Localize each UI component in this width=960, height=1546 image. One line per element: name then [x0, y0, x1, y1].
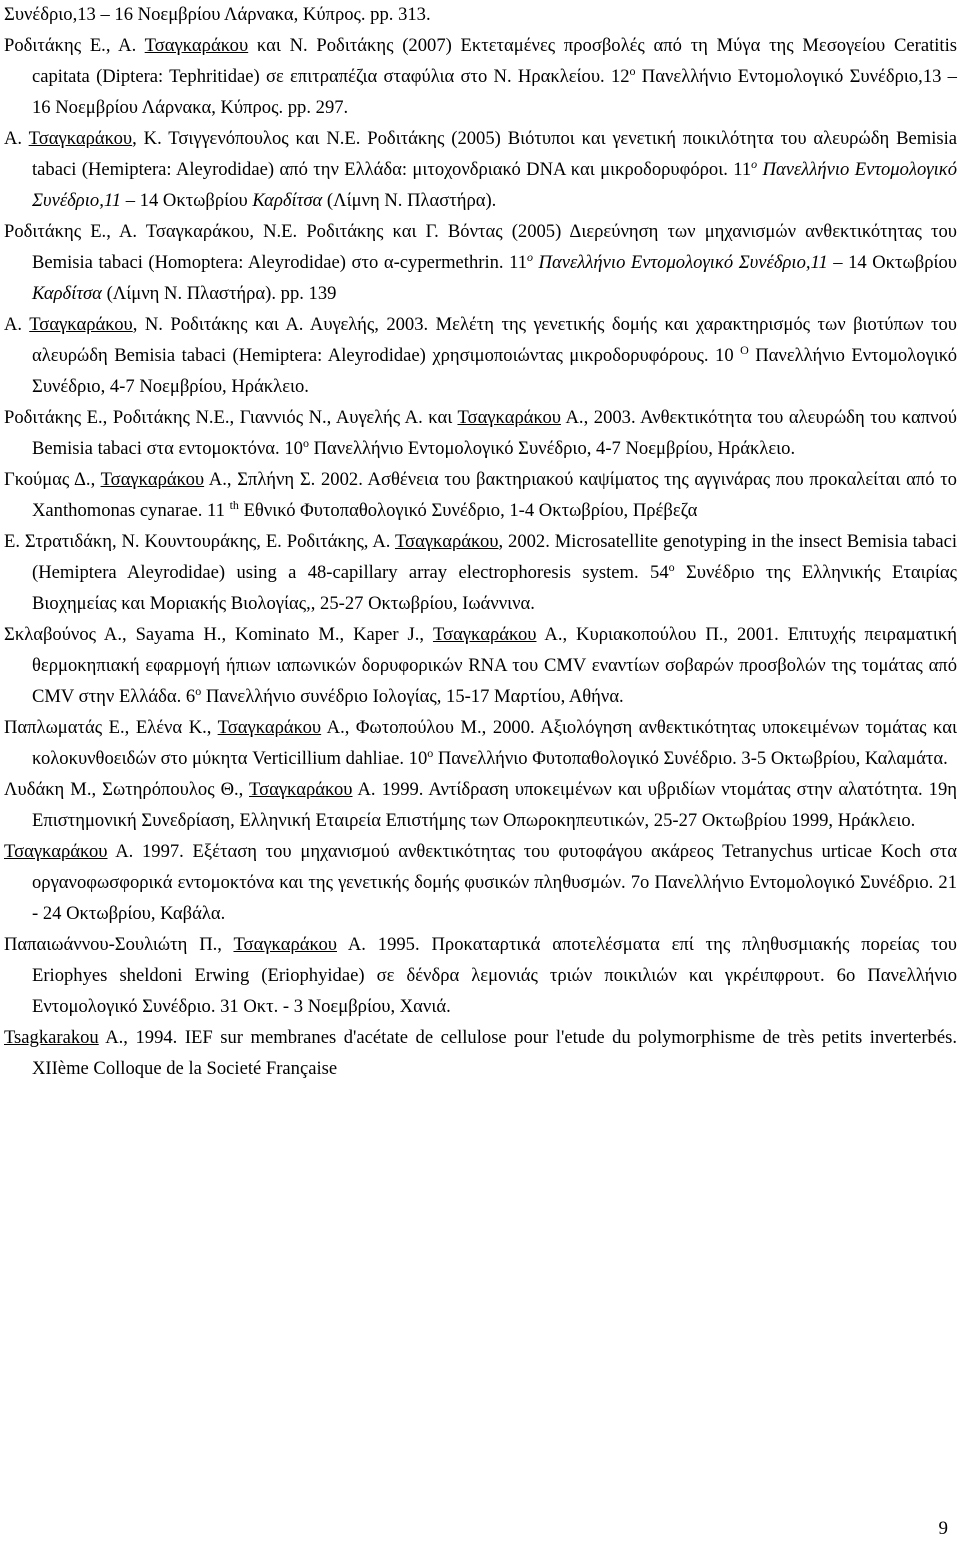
reference-entry: [4, 402, 957, 464]
reference-text: , Κ. Τσιγγενόπουλος και Ν.Ε. Ροδιτάκης (2005) Βιότυποι και γενετική ποικιλότητα του αλευρώδη Bemisia tabaci (Hemiptera: Aleyrodidae) από την Ελλάδα: μιτοχονδριακό DNA και μικροδορυφόροι. 11: [32, 128, 958, 180]
superscript-text: th: [229, 497, 239, 512]
reference-text: Α.: [4, 128, 29, 149]
reference-entry: [4, 619, 957, 712]
reference-entry: [4, 464, 957, 526]
reference-text: Λυδάκη Μ., Σωτηρόπουλος Θ.,: [4, 779, 249, 800]
reference-text: Πανελλήνιο Εντομολογικό Συνέδριο, 4-7 Νοεμβρίου, Ηράκλειο.: [32, 345, 957, 397]
reference-entry: [4, 712, 957, 774]
reference-entry: [4, 123, 957, 216]
reference-entry: [4, 1022, 957, 1084]
superscript-text: ο: [427, 745, 434, 760]
reference-text: Α. 1995. Προκαταρτικά αποτελέσματα επί της πληθυσμιακής πορείας του Eriophyes sheldoni Erwing (Eriophyidae) σε δένδρα λεμονιάς τριών ποικιλιών και γκρέιπφρουτ. 6ο Πανελλήνιο Εντομολογικό Συνέδριο. 31 Οκτ. - 3 Νοεμβρίου, Χανιά.: [32, 934, 957, 1017]
author-name-underlined: Τσαγκαράκου: [249, 779, 353, 800]
reference-text: – 14 Οκτωβρίου: [827, 252, 957, 273]
author-name-underlined: Τσαγκαράκου: [217, 717, 322, 738]
reference-text: Α. 1999. Αντίδραση υποκειμένων και υβριδίων ντομάτας στην αλατότητα. 19η Επιστημονική Συνεδρίαση, Ελληνική Εταιρεία Επιστήμης των Οπωροκηπευτικών, 25-27 Οκτωβρίου 1999, Ηράκλειο.: [32, 779, 957, 831]
reference-text: Παπαιωάννου-Σουλιώτη Π.,: [4, 934, 234, 955]
reference-text: Σκλαβούνος Α., Sayama H., Kominato M., Kaper J.,: [4, 624, 433, 645]
reference-text: Πανελλήνιο Φυτοπαθολογικό Συνέδριο. 3-5 Οκτωβρίου, Καλαμάτα.: [433, 748, 948, 769]
author-name-underlined: Τσαγκαράκου: [432, 624, 537, 645]
reference-text: και Ν. Ροδιτάκης (2007) Εκτεταμένες προσβολές από τη Μύγα της Μεσογείου Ceratitis capitata (Diptera: Tephritidae) σε επιτραπέζια σταφύλια στο Ν. Ηρακλείου. 12: [32, 35, 957, 87]
reference-text: Ροδιτάκης Ε., Α. Τσαγκαράκου, Ν.Ε. Ροδιτάκης και Γ. Βόντας (2005) Διερεύνηση των μηχανισμών ανθεκτικότητας του Bemisia tabaci (Homoptera: Aleyrodidae) στο α-cypermethrin. 11: [4, 221, 957, 273]
reference-text: Ροδιτάκης Ε., Ροδιτάκης Ν.Ε., Γιαννιός Ν., Αυγελής Α. και: [4, 407, 458, 428]
author-name-underlined: Τσαγκαράκου: [28, 128, 133, 149]
superscript-text: ο: [629, 63, 636, 78]
reference-text: Πανελλήνιο Εντομολογικό Συνέδριο,11: [32, 159, 958, 211]
superscript-text: ο: [668, 559, 675, 574]
author-name-underlined: Τσαγκαράκου: [29, 314, 133, 335]
author-name-underlined: Τσαγκαράκου: [457, 407, 561, 428]
reference-text: , Ν. Ροδιτάκης και Α. Αυγελής, 2003. Μελέτη της γενετικής δομής και χαρακτηρισμός των βιοτύπων του αλευρώδη Bemisia tabaci (Hemiptera: Aleyrodidae) χρησιμοποιώντας μικροδορυφόρους. 10: [32, 314, 958, 366]
reference-text: Πανελλήνιο Εντομολογικό Συνέδριο,13 – 16 Νοεμβρίου Λάρνακα, Κύπρος. pp. 297.: [32, 66, 957, 118]
author-name-underlined: Τσαγκαράκου: [144, 35, 249, 56]
reference-entry: [4, 836, 957, 929]
superscript-text: ο: [195, 683, 202, 698]
reference-text: Πανελλήνιο Εντομολογικό Συνέδριο,11: [533, 252, 828, 273]
reference-text: Καρδίτσα: [32, 283, 102, 304]
reference-entry: [4, 216, 957, 309]
reference-list: [4, 0, 957, 1084]
reference-entry: [4, 0, 957, 30]
reference-text: Πανελλήνιο Εντομολογικό Συνέδριο, 4-7 Νοεμβρίου, Ηράκλειο.: [308, 438, 796, 459]
author-name-underlined: Τσαγκαράκου: [100, 469, 205, 490]
reference-text: Ροδιτάκης Ε., Α.: [4, 35, 145, 56]
superscript-text: ο: [527, 249, 534, 264]
reference-text: A., 1994. IEF sur membranes d'acétate de cellulose pour l'etude du polymorphisme de très petits inverterbés. XIIème Colloque de la Societé Française: [32, 1027, 957, 1079]
author-name-underlined: Τσαγκαράκου: [394, 531, 499, 552]
reference-text: Γκούμας Δ.,: [4, 469, 101, 490]
reference-entry: [4, 526, 957, 619]
reference-text: Α.: [4, 314, 30, 335]
superscript-text: ο: [751, 156, 758, 171]
reference-entry: [4, 774, 957, 836]
reference-text: Καρδίτσα: [252, 190, 323, 211]
reference-text: Συνέδριο της Ελληνικής Εταιρίας Βιοχημείας και Μοριακής Βιολογίας,, 25-27 Οκτωβρίου, Ιωάννινα.: [32, 562, 957, 614]
page-number: 9: [938, 1518, 948, 1539]
author-name-underlined: Τσαγκαράκου: [233, 934, 337, 955]
author-name-underlined: Τσαγκαράκου: [4, 841, 108, 862]
reference-text: Α., Φωτοπούλου Μ., 2000. Αξιολόγηση ανθεκτικότητας υποκειμένων τομάτας και κολοκυνθοειδών στο μύκητα Verticillium dahliae. 10: [32, 717, 957, 769]
reference-text: – 14 Οκτωβρίου: [121, 190, 253, 211]
reference-entry: [4, 30, 957, 123]
reference-text: Εθνικό Φυτοπαθολογικό Συνέδριο, 1-4 Οκτωβρίου, Πρέβεζα: [238, 500, 698, 521]
reference-text: (Λίμνη Ν. Πλαστήρα). pp. 139: [101, 283, 337, 304]
reference-text: , 2002. Microsatellite genotyping in the insect Bemisia tabaci (Hemiptera Aleyrodidae) using a 48-capillary array electrophoresis system. 54: [32, 531, 957, 583]
reference-text: Πανελλήνιο συνέδριο Ιολογίας, 15-17 Μαρτίου, Αθήνα.: [201, 686, 624, 707]
reference-text: Α., 2003. Ανθεκτικότητα του αλευρώδη του καπνού Bemisia tabaci στα εντομοκτόνα. 10: [32, 407, 957, 459]
superscript-text: ο: [302, 435, 309, 450]
reference-text: Α., Κυριακοπούλου Π., 2001. Επιτυχής πειραματική θερμοκηπιακή εφαρμογή ήπιων ιαπωνικών δορυφορικών RNA του CMV εναντίων σοβαρών προσβολών της τομάτας από CMV στην Ελλάδα. 6: [32, 624, 957, 707]
superscript-text: Ο: [740, 342, 749, 357]
reference-text: Α., Σπλήνη Σ. 2002. Ασθένεια του βακτηριακού καψίματος της αγγινάρας που προκαλείται από το Xanthomonas cynarae. 11: [32, 469, 957, 521]
reference-text: Παπλωματάς Ε., Ελένα Κ.,: [4, 717, 218, 738]
reference-text: Ε. Στρατιδάκη, Ν. Κουντουράκης, Ε. Ροδιτάκης, Α.: [4, 531, 395, 552]
reference-entry: [4, 309, 957, 402]
reference-text: Α. 1997. Εξέταση του μηχανισμού ανθεκτικότητας του φυτοφάγου ακάρεος Tetranychus urticae Koch στα οργανοφωσφορικά εντομοκτόνα και της γενετικής δομής φυσικών πληθυσμών. 7ο Πανελλήνιο Εντομολογικό Συνέδριο. 21 - 24 Οκτωβρίου, Καβάλα.: [32, 841, 957, 924]
reference-text: (Λίμνη Ν. Πλαστήρα).: [322, 190, 497, 211]
author-name-underlined: Tsagkarakou: [4, 1027, 99, 1048]
reference-entry: [4, 929, 957, 1022]
reference-text: Συνέδριο,13 – 16 Νοεμβρίου Λάρνακα, Κύπρος. pp. 313.: [4, 4, 431, 25]
